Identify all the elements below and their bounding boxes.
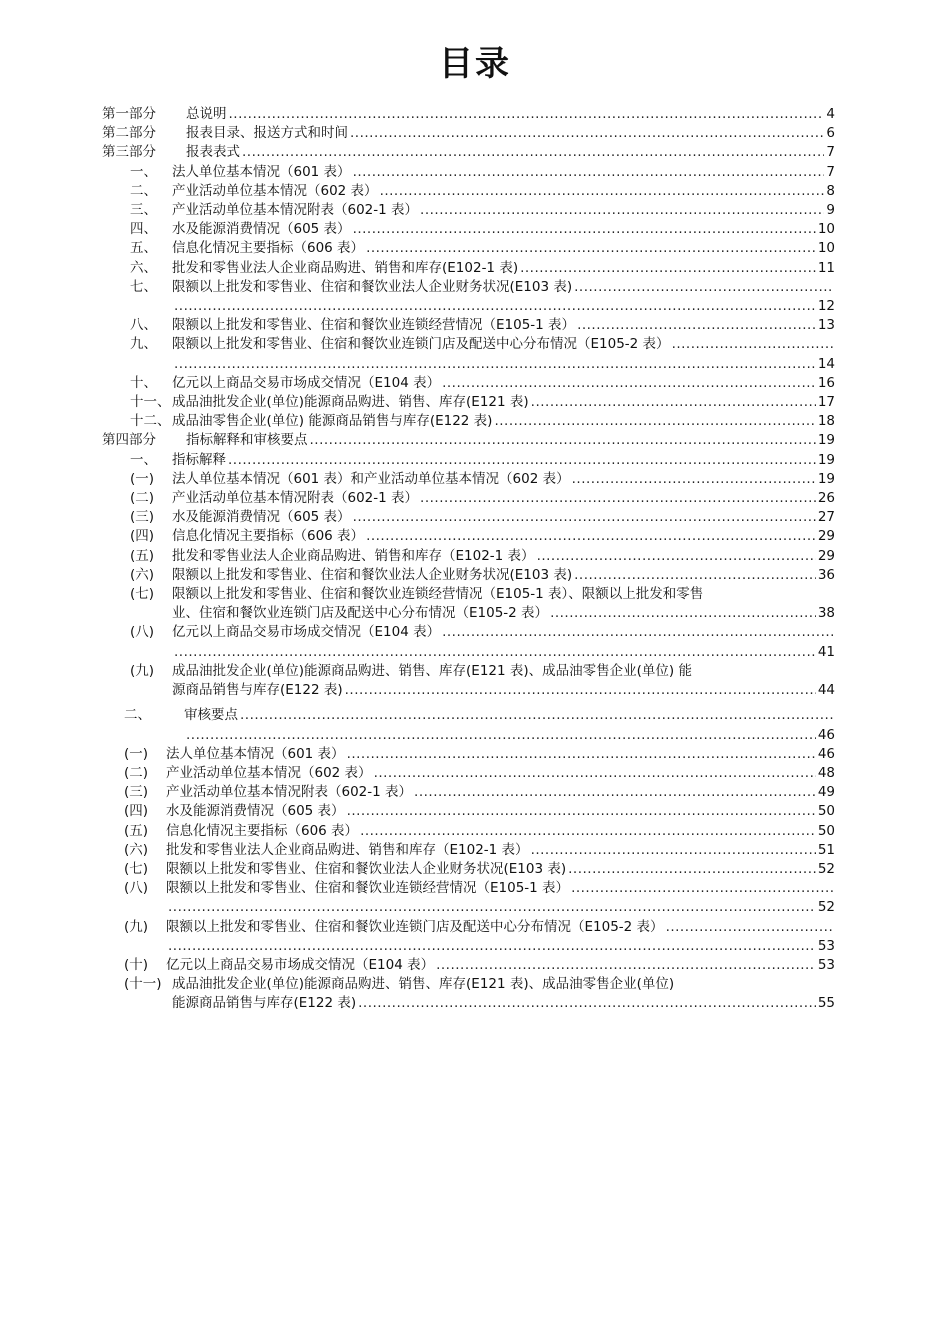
toc-entry-title[interactable]: 报表目录、报送方式和时间 — [186, 125, 348, 142]
dot-leader — [442, 623, 833, 642]
toc-entry-number: 九、 — [130, 336, 157, 353]
dot-leader — [366, 527, 816, 546]
toc-entry-page[interactable]: 55 — [817, 995, 835, 1012]
toc-entry[interactable] — [102, 706, 835, 744]
toc-entry[interactable] — [102, 239, 835, 258]
toc-entry-page[interactable]: 19 — [817, 470, 835, 487]
toc-entry-title[interactable]: 产业活动单位基本情况（602 表） — [166, 764, 372, 781]
toc-entry-number: (四) — [124, 803, 149, 820]
toc-entry-number: (四) — [130, 528, 155, 545]
toc-entry-title[interactable]: 信息化情况主要指标（606 表） — [166, 822, 359, 839]
dot-leader — [358, 994, 816, 1013]
toc-entry-number: (一) — [124, 745, 149, 762]
dot-leader — [374, 764, 816, 783]
toc-entry-title[interactable]: 信息化情况主要指标（606 表） — [172, 528, 365, 545]
dot-leader — [666, 918, 833, 937]
dot-leader — [242, 143, 824, 162]
toc-entry-page[interactable]: 26 — [817, 490, 835, 507]
dot-leader — [168, 937, 816, 956]
toc-entry-title[interactable]: 批发和零售业法人企业商品购进、销售和库存(E102-1 表) — [172, 259, 519, 276]
toc-entry-page[interactable]: 53 — [817, 956, 835, 973]
dot-leader — [420, 489, 816, 508]
toc-entry-title[interactable]: 批发和零售业法人企业商品购进、销售和库存（E102-1 表） — [172, 547, 535, 564]
toc-entry-number: (七) — [124, 860, 149, 877]
toc-entry-title-continued[interactable]: 能源商品销售与库存(E122 表) — [172, 995, 357, 1012]
toc-entry-page[interactable]: 4 — [826, 106, 835, 122]
dot-leader — [572, 470, 816, 489]
toc-entry-title[interactable]: 水及能源消费情况（605 表） — [166, 803, 345, 820]
toc-entry-title[interactable]: 亿元以上商品交易市场成交情况（E104 表） — [172, 374, 441, 391]
toc-entry-page[interactable]: 10 — [817, 240, 835, 257]
toc-entry-page[interactable]: 49 — [817, 784, 835, 801]
dot-leader — [240, 706, 833, 725]
dot-leader — [347, 745, 816, 764]
toc-entry[interactable] — [102, 547, 835, 566]
toc-entry-title[interactable]: 产业活动单位基本情况附表（602-1 表） — [172, 490, 419, 507]
toc-entry-page[interactable]: 44 — [817, 682, 835, 699]
toc-entry-title[interactable]: 限额以上批发和零售业、住宿和餐饮业法人企业财务状况(E103 表) — [166, 860, 567, 877]
toc-entry[interactable] — [102, 802, 835, 821]
dot-leader — [574, 278, 833, 297]
dot-leader — [353, 163, 825, 182]
toc-entry-number: 七、 — [130, 278, 157, 295]
toc-entry-number: 三、 — [130, 202, 157, 219]
toc-entry-page[interactable]: 19 — [817, 432, 835, 449]
toc-entry-title[interactable]: 限额以上批发和零售业、住宿和餐饮业连锁门店及配送中心分布情况（E105-2 表） — [172, 336, 670, 353]
dot-leader — [436, 956, 816, 975]
toc-entry-number: (二) — [124, 764, 149, 781]
dot-leader — [414, 783, 816, 802]
toc-entry-number: (五) — [124, 822, 149, 839]
toc-entry-number: (五) — [130, 547, 155, 564]
toc-entry-page[interactable]: 29 — [817, 528, 835, 545]
toc-entry[interactable] — [102, 451, 835, 470]
dot-leader — [442, 374, 816, 393]
toc-entry-page[interactable]: 53 — [817, 937, 835, 954]
dot-leader — [347, 802, 816, 821]
toc-entry-page[interactable]: 11 — [817, 259, 835, 276]
dot-leader — [531, 393, 816, 412]
dot-leader — [174, 643, 816, 662]
toc-entry-title[interactable]: 法人单位基本情况（601 表） — [172, 163, 351, 180]
toc-entry-number: (六) — [124, 841, 149, 858]
toc-entry-page[interactable]: 50 — [817, 803, 835, 820]
toc-entry-page[interactable]: 10 — [817, 221, 835, 238]
dot-leader — [345, 681, 816, 700]
toc-entry-title[interactable]: 信息化情况主要指标（606 表） — [172, 240, 365, 257]
toc-entry[interactable] — [102, 662, 835, 700]
toc-entry[interactable] — [102, 879, 835, 917]
dot-leader — [228, 451, 816, 470]
toc-entry[interactable] — [102, 956, 835, 975]
toc-entry-number: (一) — [130, 470, 155, 487]
toc-entry[interactable] — [102, 105, 835, 124]
toc-entry-page[interactable]: 19 — [817, 451, 835, 468]
toc-entry[interactable] — [102, 374, 835, 393]
dot-leader — [353, 508, 816, 527]
toc-entry[interactable] — [102, 412, 835, 431]
toc-entry-page[interactable]: 7 — [826, 163, 835, 180]
toc-entry[interactable] — [102, 918, 835, 956]
dot-leader — [360, 822, 816, 841]
toc-entry-title[interactable]: 限额以上批发和零售业、住宿和餐饮业法人企业财务状况(E103 表) — [172, 566, 573, 583]
toc-entry-number: 十、 — [130, 374, 157, 391]
toc-entry-number: (六) — [130, 566, 155, 583]
toc-entry[interactable] — [102, 566, 835, 585]
toc-entry[interactable] — [102, 278, 835, 316]
toc-entry-title[interactable]: 成品油批发企业(单位)能源商品购进、销售、库存(E121 表) — [172, 394, 529, 411]
dot-leader — [229, 105, 825, 124]
dot-leader — [174, 355, 816, 374]
toc-entry-title[interactable]: 法人单位基本情况（601 表）和产业活动单位基本情况（602 表） — [172, 470, 570, 487]
dot-leader — [571, 879, 833, 898]
toc-entry[interactable] — [102, 182, 835, 201]
toc-entry-title[interactable]: 指标解释 — [172, 451, 226, 468]
toc-entry-title[interactable]: 总说明 — [186, 106, 227, 122]
toc-entry-number: 八、 — [130, 317, 157, 334]
toc-entry-page[interactable]: 9 — [826, 202, 835, 219]
dot-leader — [494, 412, 815, 431]
toc-entry-number: 第二部分 — [102, 125, 156, 142]
dot-leader — [577, 316, 816, 335]
toc-entry[interactable] — [102, 393, 835, 412]
toc-entry[interactable] — [102, 124, 835, 143]
toc-entry-title[interactable]: 产业活动单位基本情况附表（602-1 表） — [172, 202, 419, 219]
toc-entry-page[interactable]: 51 — [817, 841, 835, 858]
toc-entry-number: 四、 — [130, 221, 157, 238]
toc-entry-page[interactable]: 38 — [817, 605, 835, 622]
toc-entry-page[interactable]: 46 — [817, 726, 835, 743]
toc-entry-page[interactable]: 17 — [817, 394, 835, 411]
toc-entry-title[interactable]: 限额以上批发和零售业、住宿和餐饮业连锁经营情况（E105-1 表） — [166, 880, 570, 897]
toc-entry-title[interactable]: 审核要点 — [184, 707, 238, 724]
toc-entry[interactable] — [102, 220, 835, 239]
toc-entry-number: 六、 — [130, 259, 157, 276]
toc-entry-page[interactable]: 7 — [826, 144, 835, 161]
toc-entry-title[interactable]: 限额以上批发和零售业、住宿和餐饮业连锁经营情况（E105-1 表） — [172, 317, 576, 334]
toc-entry-number: (十一) — [124, 976, 162, 993]
toc-entry-title[interactable]: 批发和零售业法人企业商品购进、销售和库存（E102-1 表） — [166, 841, 529, 858]
toc-entry-title[interactable]: 成品油批发企业(单位)能源商品购进、销售、库存(E121 表)、成品油零售企业(单位) 能 — [172, 662, 692, 679]
toc-entry[interactable] — [102, 163, 835, 182]
toc-entry-page[interactable]: 27 — [817, 509, 835, 526]
toc-entry-title[interactable]: 成品油零售企业(单位) 能源商品销售与库存(E122 表) — [172, 413, 493, 430]
table-of-contents — [102, 105, 835, 1014]
toc-entry-number: (二) — [130, 490, 155, 507]
toc-entry-page[interactable]: 52 — [817, 860, 835, 877]
toc-entry-number: (三) — [130, 509, 155, 526]
toc-entry-page[interactable]: 52 — [817, 899, 835, 916]
toc-entry-title[interactable]: 指标解释和审核要点 — [186, 432, 308, 449]
toc-entry-page[interactable]: 48 — [817, 764, 835, 781]
toc-entry[interactable] — [102, 585, 835, 623]
toc-entry-title[interactable]: 水及能源消费情况（605 表） — [172, 509, 351, 526]
toc-entry-title[interactable]: 水及能源消费情况（605 表） — [172, 221, 351, 238]
toc-entry-page[interactable]: 46 — [817, 745, 835, 762]
toc-entry-page[interactable]: 18 — [817, 413, 835, 430]
toc-entry[interactable] — [102, 143, 835, 162]
toc-entry-number: (七) — [130, 586, 155, 603]
toc-entry-number: 十二、 — [130, 413, 171, 430]
toc-entry-number: (九) — [130, 662, 155, 679]
toc-entry[interactable] — [102, 201, 835, 220]
toc-entry-title[interactable]: 报表表式 — [186, 144, 240, 161]
toc-entry-page[interactable]: 50 — [817, 822, 835, 839]
dot-leader — [420, 201, 824, 220]
toc-entry-number: 第三部分 — [102, 144, 156, 161]
dot-leader — [672, 335, 833, 354]
toc-entry[interactable] — [102, 860, 835, 879]
toc-entry-number: (八) — [130, 624, 155, 641]
toc-entry-number: 十一、 — [130, 394, 171, 411]
dot-leader — [174, 297, 816, 316]
toc-entry-page[interactable]: 14 — [817, 355, 835, 372]
dot-leader — [168, 898, 816, 917]
toc-entry-title-continued[interactable]: 源商品销售与库存(E122 表) — [172, 682, 343, 699]
toc-entry-page[interactable]: 16 — [817, 374, 835, 391]
toc-entry-number: (三) — [124, 784, 149, 801]
dot-leader — [520, 259, 816, 278]
toc-entry[interactable] — [102, 431, 835, 450]
dot-leader — [380, 182, 825, 201]
toc-entry-title[interactable]: 亿元以上商品交易市场成交情况（E104 表） — [172, 624, 441, 641]
dot-leader — [350, 124, 824, 143]
dot-leader — [568, 860, 816, 879]
toc-entry-title[interactable]: 法人单位基本情况（601 表） — [166, 745, 345, 762]
toc-entry[interactable] — [102, 623, 835, 661]
toc-entry[interactable] — [102, 259, 835, 278]
toc-entry-number: 二、 — [130, 182, 157, 199]
dot-leader — [537, 547, 816, 566]
dot-leader — [366, 239, 816, 258]
toc-entry-number: (十) — [124, 956, 149, 973]
toc-entry[interactable] — [102, 316, 835, 335]
toc-entry[interactable] — [102, 822, 835, 841]
toc-entry-number: (八) — [124, 880, 149, 897]
dot-leader — [353, 220, 816, 239]
dot-leader — [186, 726, 816, 745]
toc-entry-page[interactable]: 13 — [817, 317, 835, 334]
toc-entry-title[interactable]: 限额以上批发和零售业、住宿和餐饮业法人企业财务状况(E103 表) — [172, 278, 573, 295]
toc-entry-title[interactable]: 亿元以上商品交易市场成交情况（E104 表） — [166, 956, 435, 973]
toc-entry[interactable] — [102, 489, 835, 508]
toc-entry-page[interactable]: 29 — [817, 547, 835, 564]
page-title: 目录 — [439, 44, 511, 84]
toc-entry[interactable] — [102, 764, 835, 783]
toc-entry-number: 五、 — [130, 240, 157, 257]
toc-entry-title[interactable]: 限额以上批发和零售业、住宿和餐饮业连锁经营情况（E105-1 表）、限额以上批发和零售 — [172, 586, 704, 603]
toc-entry-page[interactable]: 36 — [817, 566, 835, 583]
toc-entry[interactable] — [102, 841, 835, 860]
toc-entry[interactable] — [102, 527, 835, 546]
dot-leader — [550, 604, 816, 623]
toc-entry[interactable] — [102, 745, 835, 764]
toc-entry-number: 第四部分 — [102, 432, 156, 449]
dot-leader — [310, 431, 816, 450]
toc-entry-title[interactable]: 限额以上批发和零售业、住宿和餐饮业连锁门店及配送中心分布情况（E105-2 表） — [166, 918, 664, 935]
toc-entry-title[interactable]: 产业活动单位基本情况附表（602-1 表） — [166, 784, 413, 801]
toc-entry-page[interactable]: 41 — [817, 643, 835, 660]
toc-entry-number: 一、 — [130, 163, 157, 180]
toc-entry-number: 二、 — [124, 707, 151, 724]
toc-entry-title[interactable]: 产业活动单位基本情况（602 表） — [172, 182, 378, 199]
dot-leader — [574, 566, 816, 585]
toc-entry-page[interactable]: 12 — [817, 298, 835, 315]
toc-entry-number: (九) — [124, 918, 149, 935]
dot-leader — [531, 841, 816, 860]
toc-entry[interactable] — [102, 975, 835, 1013]
toc-entry-number: 第一部分 — [102, 106, 156, 122]
toc-entry-title-continued[interactable]: 业、住宿和餐饮业连锁门店及配送中心分布情况（E105-2 表） — [172, 605, 549, 622]
toc-entry[interactable] — [102, 470, 835, 489]
toc-entry-page[interactable]: 8 — [826, 182, 835, 199]
toc-entry-title[interactable]: 成品油批发企业(单位)能源商品购进、销售、库存(E121 表)、成品油零售企业(单位) — [172, 976, 675, 993]
toc-entry[interactable] — [102, 508, 835, 527]
toc-entry-page[interactable]: 6 — [826, 125, 835, 142]
toc-entry[interactable] — [102, 783, 835, 802]
toc-entry[interactable] — [102, 335, 835, 373]
toc-entry-number: 一、 — [130, 451, 157, 468]
